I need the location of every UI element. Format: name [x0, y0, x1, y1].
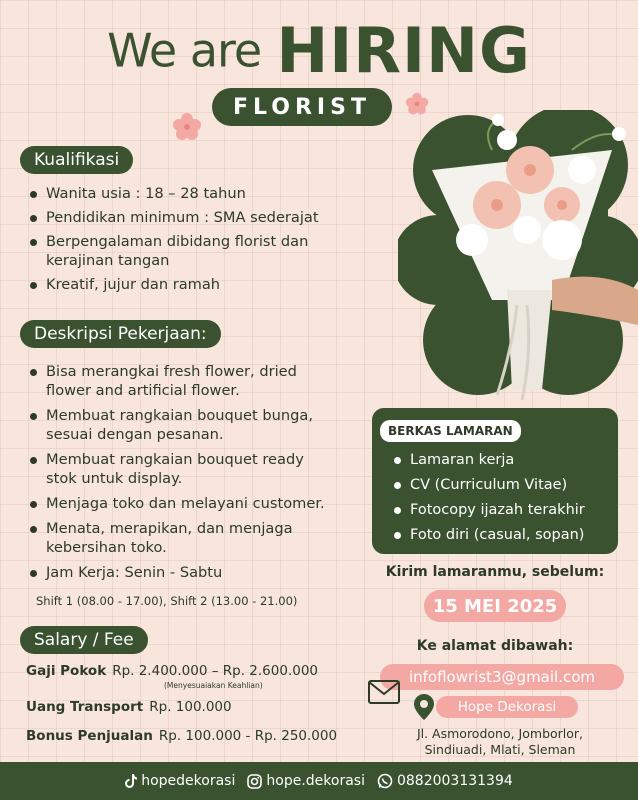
list-item: Bisa merangkai fresh flower, dried flower and artificial flower.: [30, 362, 320, 400]
role-badge: FLORIST: [212, 88, 392, 126]
instagram-handle: hope.dekorasi: [266, 773, 365, 789]
list-item: Menjaga toko dan melayani customer.: [30, 494, 360, 513]
tiktok-icon: [125, 774, 137, 788]
deadline-label: Kirim lamaranmu, sebelum:: [385, 564, 605, 580]
title-main: HIRING: [276, 14, 531, 87]
shift-hours: Shift 1 (08.00 - 17.00), Shift 2 (13.00 - 21.00): [36, 594, 298, 608]
list-item: CV (Curriculum Vitae): [394, 473, 585, 498]
salary-value: Rp. 100.000 - Rp. 250.000: [158, 728, 338, 744]
salary-value: Rp. 2.400.000 – Rp. 2.600.000: [112, 663, 318, 679]
footer: [0, 762, 638, 800]
list-item: Jam Kerja: Senin - Sabtu: [30, 563, 360, 582]
place-name: Hope Dekorasi: [436, 696, 578, 718]
address-label: Ke alamat dibawah:: [416, 638, 574, 654]
location-pin-icon: [414, 694, 434, 720]
salary-value: Rp. 100.000: [149, 699, 232, 715]
whatsapp-link[interactable]: [377, 773, 513, 789]
salary-label: Gaji Pokok: [26, 663, 107, 679]
instagram-icon: [247, 774, 262, 789]
list-item: Menata, merapikan, dan menjaga kebersihan toko.: [30, 519, 330, 557]
list-item: Membuat rangkaian bouquet ready stok untuk display.: [30, 450, 330, 488]
job-description-heading: Deskripsi Pekerjaan:: [20, 320, 221, 348]
deadline-badge: 15 MEI 2025: [424, 590, 566, 622]
instagram-link[interactable]: [247, 773, 365, 789]
bouquet-image: [412, 110, 638, 400]
list-item: Lamaran kerja: [394, 448, 585, 473]
tiktok-link[interactable]: [125, 773, 235, 789]
list-item: Membuat rangkaian bouquet bunga, sesuai dengan pesanan.: [30, 406, 340, 444]
salary-note: (Menyesuaiakan Keahlian): [164, 681, 263, 690]
job-description-list: [30, 362, 360, 582]
whatsapp-number: 0882003131394: [396, 773, 513, 789]
list-item: Fotocopy ijazah terakhir: [394, 498, 585, 523]
whatsapp-icon: [377, 773, 393, 789]
salary-row-transport: [26, 699, 232, 715]
mail-icon: [368, 680, 400, 704]
salary-label: Bonus Penjualan: [26, 728, 153, 744]
address-text: Jl. Asmorodono, Jomborlor, Sindiuadi, Mlati, Sleman: [416, 726, 584, 757]
list-item: Wanita usia : 18 – 28 tahun: [30, 184, 350, 203]
list-item: Kreatif, jujur dan ramah: [30, 275, 350, 294]
salary-row-bonus: [26, 728, 337, 744]
flower-icon: [172, 112, 202, 142]
salary-row-base: [26, 663, 318, 679]
page-title: [0, 14, 638, 87]
qualifications-heading: Kualifikasi: [20, 146, 133, 174]
email-link[interactable]: infoflowrist3@gmail.com: [380, 664, 624, 690]
documents-heading: BERKAS LAMARAN: [380, 420, 521, 442]
documents-list: [394, 448, 585, 548]
salary-heading: Salary / Fee: [20, 626, 148, 654]
qualifications-list: [30, 184, 350, 294]
title-prefix: We are: [107, 23, 262, 78]
list-item: Berpengalaman dibidang florist dan kerajinan tangan: [30, 232, 346, 270]
list-item: Foto diri (casual, sopan): [394, 523, 585, 548]
tiktok-handle: hopedekorasi: [141, 773, 236, 789]
list-item: Pendidikan minimum : SMA sederajat: [30, 208, 350, 227]
salary-label: Uang Transport: [26, 699, 144, 715]
